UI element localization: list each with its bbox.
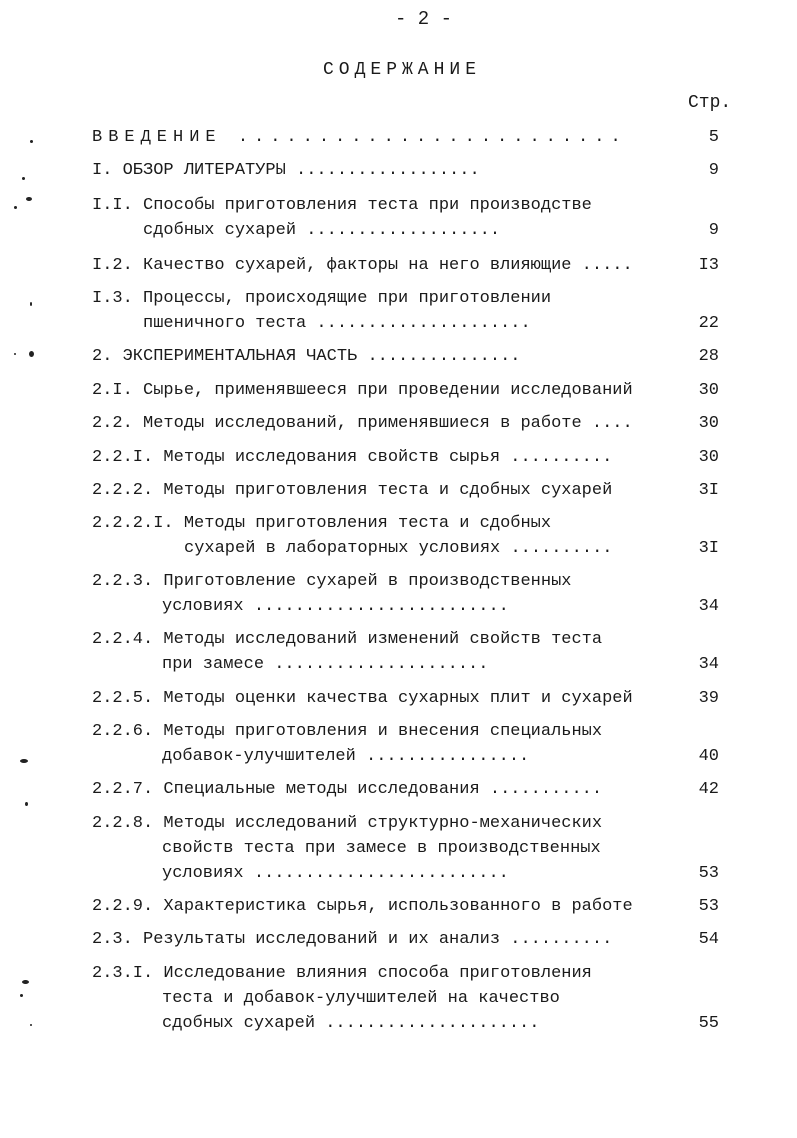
toc-entry-page: 30 — [698, 414, 719, 433]
toc-entry-page: 3I — [698, 481, 719, 500]
toc-entry-text: 2.2.7. Специальные методы исследования ........... — [92, 780, 603, 799]
toc-entry-text: 2.2. Методы исследований, применявшиеся в работе .... — [92, 414, 633, 433]
toc-entry-text: 2.2.2.I. Методы приготовления теста и сдобных — [92, 514, 552, 533]
toc-entry-text: 2.2.3. Приготовление сухарей в производственных — [92, 572, 572, 591]
toc-entry-page: 40 — [698, 747, 719, 766]
toc-entry-page: I3 — [698, 256, 719, 275]
toc-entry-text: I. ОБЗОР ЛИТЕРАТУРЫ .................. — [92, 161, 480, 180]
toc-entry-text: 2.2.2. Методы приготовления теста и сдобных сухарей — [92, 481, 613, 500]
toc-entry-text: теста и добавок-улучшителей на качество — [162, 989, 560, 1008]
toc-entry-text: свойств теста при замесе в производственных — [162, 839, 601, 858]
toc-entry-page: 53 — [698, 897, 719, 916]
scan-speck — [14, 353, 16, 355]
scan-speck — [25, 802, 28, 806]
toc-entry-text: 2.2.4. Методы исследований изменений свойств теста — [92, 630, 603, 649]
toc-entry-text: условиях ......................... — [162, 597, 509, 616]
toc-entry-page: 9 — [708, 161, 719, 180]
scan-speck — [20, 759, 28, 763]
toc-entry-text: при замесе ..................... — [162, 655, 489, 674]
page-number: - 2 - — [395, 8, 453, 30]
toc-entry-page: 53 — [698, 864, 719, 883]
toc-entry-text: I.2. Качество сухарей, факторы на него влияющие ..... — [92, 256, 633, 275]
scan-speck — [20, 994, 23, 997]
toc-entry-text: сдобных сухарей ..................... — [162, 1014, 540, 1033]
page-column-label: Стр. — [688, 93, 732, 113]
toc-entry-text: сухарей в лабораторных условиях .......... — [184, 539, 613, 558]
toc-entry-text: 2.2.5. Методы оценки качества сухарных плит и сухарей — [92, 689, 633, 708]
toc-entry-page: 34 — [698, 655, 719, 674]
toc-entry-page: 5 — [708, 128, 719, 147]
scan-speck — [29, 351, 34, 357]
scan-speck — [30, 1024, 32, 1026]
toc-entry-page: 30 — [698, 381, 719, 400]
toc-entry-page: 22 — [698, 314, 719, 333]
toc-entry-page: 42 — [698, 780, 719, 799]
toc-entry-text: ВВЕДЕНИЕ ........................ — [92, 128, 627, 147]
toc-entry-page: 28 — [698, 347, 719, 366]
toc-entry-text: 2.2.6. Методы приготовления и внесения специальных — [92, 722, 603, 741]
toc-entry-text: I.3. Процессы, происходящие при приготовлении — [92, 289, 552, 308]
scan-speck — [14, 206, 17, 209]
toc-entry-text: добавок-улучшителей ................ — [162, 747, 530, 766]
toc-entry-page: 39 — [698, 689, 719, 708]
toc-entry-page: 9 — [708, 221, 719, 240]
toc-entry-text: пшеничного теста ..................... — [143, 314, 531, 333]
toc-entry-text: сдобных сухарей ................... — [143, 221, 501, 240]
toc-entry-text: 2. ЭКСПЕРИМЕНТАЛЬНАЯ ЧАСТЬ ............... — [92, 347, 521, 366]
toc-entry-text: условиях ......................... — [162, 864, 509, 883]
toc-entry-text: 2.2.9. Характеристика сырья, использованного в работе — [92, 897, 633, 916]
toc-entry-text: 2.3. Результаты исследований и их анализ .......... — [92, 930, 613, 949]
toc-entry-page: 3I — [698, 539, 719, 558]
toc-entry-text: 2.2.I. Методы исследования свойств сырья .......... — [92, 448, 613, 467]
toc-entry-page: 55 — [698, 1014, 719, 1033]
scan-speck — [22, 177, 25, 180]
toc-entry-page: 30 — [698, 448, 719, 467]
scan-speck — [30, 302, 32, 306]
scan-speck — [22, 980, 29, 984]
scan-speck — [26, 197, 32, 201]
toc-entry-text: 2.2.8. Методы исследований структурно-механических — [92, 814, 603, 833]
toc-entry-text: 2.I. Сырье, применявшееся при проведении исследований — [92, 381, 633, 400]
toc-entry-page: 34 — [698, 597, 719, 616]
page-title: СОДЕРЖАНИЕ — [323, 60, 482, 80]
toc-entry-text: 2.3.I. Исследование влияния способа приготовления — [92, 964, 592, 983]
scan-speck — [30, 140, 33, 143]
toc-entry-text: I.I. Способы приготовления теста при производстве — [92, 196, 592, 215]
toc-entry-page: 54 — [698, 930, 719, 949]
